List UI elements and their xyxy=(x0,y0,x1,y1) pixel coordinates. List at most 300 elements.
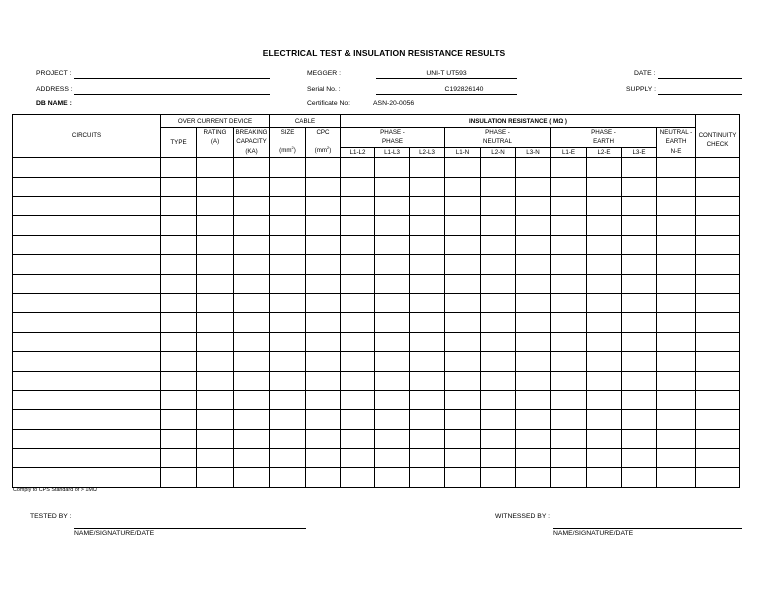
table-cell[interactable] xyxy=(696,197,740,216)
table-cell[interactable] xyxy=(270,449,306,468)
table-cell[interactable] xyxy=(551,216,587,235)
table-cell[interactable] xyxy=(516,293,551,312)
table-cell[interactable] xyxy=(551,293,587,312)
table-cell[interactable] xyxy=(161,352,197,371)
table-cell[interactable] xyxy=(375,216,410,235)
table-cell[interactable] xyxy=(445,352,481,371)
table-cell[interactable] xyxy=(341,371,375,390)
table-cell[interactable] xyxy=(696,352,740,371)
table-cell[interactable] xyxy=(587,216,622,235)
table-cell[interactable] xyxy=(587,468,622,487)
table-cell[interactable] xyxy=(410,352,445,371)
table-cell[interactable] xyxy=(445,332,481,351)
table-cell[interactable] xyxy=(234,293,270,312)
table-cell[interactable] xyxy=(622,352,657,371)
table-cell[interactable] xyxy=(270,313,306,332)
table-cell[interactable] xyxy=(161,197,197,216)
table-cell[interactable] xyxy=(516,449,551,468)
table-cell[interactable] xyxy=(13,274,161,293)
table-cell[interactable] xyxy=(622,293,657,312)
table-cell[interactable] xyxy=(234,371,270,390)
table-cell[interactable] xyxy=(696,158,740,177)
table-cell[interactable] xyxy=(234,468,270,487)
table-cell[interactable] xyxy=(622,177,657,196)
table-cell[interactable] xyxy=(657,293,696,312)
table-cell[interactable] xyxy=(516,352,551,371)
table-cell[interactable] xyxy=(481,216,516,235)
table-cell[interactable] xyxy=(161,371,197,390)
table-cell[interactable] xyxy=(410,274,445,293)
table-cell[interactable] xyxy=(551,197,587,216)
table-cell[interactable] xyxy=(696,235,740,254)
table-cell[interactable] xyxy=(270,216,306,235)
table-cell[interactable] xyxy=(551,468,587,487)
table-cell[interactable] xyxy=(13,449,161,468)
table-cell[interactable] xyxy=(696,216,740,235)
table-cell[interactable] xyxy=(551,235,587,254)
table-cell[interactable] xyxy=(161,216,197,235)
table-cell[interactable] xyxy=(696,177,740,196)
table-cell[interactable] xyxy=(375,293,410,312)
table-cell[interactable] xyxy=(516,332,551,351)
table-cell[interactable] xyxy=(13,410,161,429)
table-cell[interactable] xyxy=(234,197,270,216)
table-cell[interactable] xyxy=(445,197,481,216)
table-cell[interactable] xyxy=(410,371,445,390)
table-cell[interactable] xyxy=(445,449,481,468)
table-cell[interactable] xyxy=(445,177,481,196)
table-cell[interactable] xyxy=(657,429,696,448)
table-cell[interactable] xyxy=(622,429,657,448)
table-cell[interactable] xyxy=(197,429,234,448)
table-cell[interactable] xyxy=(481,177,516,196)
table-cell[interactable] xyxy=(696,293,740,312)
table-cell[interactable] xyxy=(341,255,375,274)
table-cell[interactable] xyxy=(13,371,161,390)
address-field[interactable] xyxy=(74,94,270,95)
table-cell[interactable] xyxy=(270,197,306,216)
table-cell[interactable] xyxy=(197,158,234,177)
table-cell[interactable] xyxy=(551,429,587,448)
table-cell[interactable] xyxy=(481,449,516,468)
table-cell[interactable] xyxy=(197,352,234,371)
table-cell[interactable] xyxy=(657,274,696,293)
table-cell[interactable] xyxy=(270,468,306,487)
table-cell[interactable] xyxy=(516,235,551,254)
table-cell[interactable] xyxy=(13,352,161,371)
table-cell[interactable] xyxy=(622,449,657,468)
table-cell[interactable] xyxy=(657,177,696,196)
table-cell[interactable] xyxy=(306,410,341,429)
table-cell[interactable] xyxy=(587,390,622,409)
table-cell[interactable] xyxy=(197,449,234,468)
table-cell[interactable] xyxy=(410,255,445,274)
table-cell[interactable] xyxy=(481,390,516,409)
table-cell[interactable] xyxy=(622,158,657,177)
table-cell[interactable] xyxy=(234,216,270,235)
table-cell[interactable] xyxy=(622,255,657,274)
table-row xyxy=(13,410,740,429)
table-cell[interactable] xyxy=(270,429,306,448)
table-cell[interactable] xyxy=(341,235,375,254)
table-cell[interactable] xyxy=(161,158,197,177)
table-cell[interactable] xyxy=(587,429,622,448)
table-cell[interactable] xyxy=(306,352,341,371)
table-cell[interactable] xyxy=(234,410,270,429)
table-cell[interactable] xyxy=(161,235,197,254)
table-cell[interactable] xyxy=(375,449,410,468)
table-cell[interactable] xyxy=(657,332,696,351)
table-cell[interactable] xyxy=(516,371,551,390)
table-cell[interactable] xyxy=(197,371,234,390)
table-cell[interactable] xyxy=(13,255,161,274)
table-cell[interactable] xyxy=(551,449,587,468)
table-cell[interactable] xyxy=(481,410,516,429)
table-cell[interactable] xyxy=(445,468,481,487)
table-cell[interactable] xyxy=(161,313,197,332)
table-cell[interactable] xyxy=(341,158,375,177)
table-cell[interactable] xyxy=(234,235,270,254)
table-cell[interactable] xyxy=(13,235,161,254)
table-cell[interactable] xyxy=(306,468,341,487)
table-cell[interactable] xyxy=(234,332,270,351)
table-cell[interactable] xyxy=(197,235,234,254)
table-cell[interactable] xyxy=(270,293,306,312)
table-cell[interactable] xyxy=(622,274,657,293)
table-cell[interactable] xyxy=(481,255,516,274)
table-cell[interactable] xyxy=(306,177,341,196)
breaking-line3: (KA) xyxy=(245,147,258,155)
table-cell[interactable] xyxy=(410,293,445,312)
table-cell[interactable] xyxy=(551,313,587,332)
table-cell[interactable] xyxy=(234,158,270,177)
table-cell[interactable] xyxy=(657,449,696,468)
table-cell[interactable] xyxy=(341,313,375,332)
table-cell[interactable] xyxy=(306,197,341,216)
table-cell[interactable] xyxy=(551,274,587,293)
table-cell[interactable] xyxy=(481,197,516,216)
table-cell[interactable] xyxy=(696,449,740,468)
table-cell[interactable] xyxy=(657,352,696,371)
table-cell[interactable] xyxy=(587,352,622,371)
table-cell[interactable] xyxy=(587,255,622,274)
table-cell[interactable] xyxy=(445,274,481,293)
table-cell[interactable] xyxy=(516,429,551,448)
table-cell[interactable] xyxy=(622,410,657,429)
table-cell[interactable] xyxy=(410,410,445,429)
table-cell[interactable] xyxy=(657,313,696,332)
table-cell[interactable] xyxy=(445,390,481,409)
table-cell[interactable] xyxy=(234,429,270,448)
megger-field[interactable] xyxy=(376,78,517,79)
table-cell[interactable] xyxy=(445,410,481,429)
table-cell[interactable] xyxy=(696,390,740,409)
table-cell[interactable] xyxy=(270,158,306,177)
table-cell[interactable] xyxy=(306,255,341,274)
table-cell[interactable] xyxy=(306,449,341,468)
table-cell[interactable] xyxy=(696,332,740,351)
table-cell[interactable] xyxy=(375,468,410,487)
table-cell[interactable] xyxy=(270,235,306,254)
table-cell[interactable] xyxy=(161,429,197,448)
table-cell[interactable] xyxy=(622,216,657,235)
table-cell[interactable] xyxy=(197,177,234,196)
project-field[interactable] xyxy=(74,78,270,79)
table-cell[interactable] xyxy=(270,177,306,196)
serial-field[interactable] xyxy=(376,94,517,95)
table-cell[interactable] xyxy=(481,274,516,293)
table-cell[interactable] xyxy=(410,429,445,448)
table-cell[interactable] xyxy=(516,216,551,235)
table-cell[interactable] xyxy=(234,313,270,332)
table-cell[interactable] xyxy=(410,390,445,409)
table-cell[interactable] xyxy=(270,371,306,390)
table-cell[interactable] xyxy=(481,468,516,487)
table-cell[interactable] xyxy=(481,429,516,448)
table-cell[interactable] xyxy=(306,158,341,177)
table-cell[interactable] xyxy=(197,313,234,332)
table-cell[interactable] xyxy=(551,371,587,390)
table-cell[interactable] xyxy=(551,255,587,274)
table-cell[interactable] xyxy=(197,197,234,216)
table-cell[interactable] xyxy=(375,332,410,351)
table-cell[interactable] xyxy=(13,313,161,332)
table-cell[interactable] xyxy=(341,352,375,371)
table-cell[interactable] xyxy=(197,216,234,235)
table-cell[interactable] xyxy=(341,429,375,448)
table-cell[interactable] xyxy=(375,274,410,293)
table-cell[interactable] xyxy=(197,390,234,409)
table-cell[interactable] xyxy=(587,410,622,429)
table-cell[interactable] xyxy=(551,177,587,196)
table-cell[interactable] xyxy=(270,352,306,371)
table-cell[interactable] xyxy=(587,449,622,468)
table-cell[interactable] xyxy=(516,468,551,487)
table-cell[interactable] xyxy=(481,293,516,312)
table-cell[interactable] xyxy=(445,313,481,332)
table-cell[interactable] xyxy=(13,332,161,351)
table-cell[interactable] xyxy=(341,293,375,312)
table-cell[interactable] xyxy=(445,235,481,254)
table-cell[interactable] xyxy=(341,197,375,216)
table-cell[interactable] xyxy=(234,177,270,196)
table-cell[interactable] xyxy=(657,158,696,177)
table-cell[interactable] xyxy=(13,177,161,196)
table-cell[interactable] xyxy=(341,216,375,235)
table-cell[interactable] xyxy=(696,429,740,448)
table-cell[interactable] xyxy=(13,158,161,177)
table-cell[interactable] xyxy=(657,255,696,274)
table-cell[interactable] xyxy=(341,449,375,468)
table-cell[interactable] xyxy=(657,235,696,254)
table-cell[interactable] xyxy=(516,410,551,429)
table-cell[interactable] xyxy=(306,274,341,293)
table-cell[interactable] xyxy=(161,468,197,487)
table-cell[interactable] xyxy=(341,468,375,487)
table-cell[interactable] xyxy=(375,197,410,216)
witnessed-by-field[interactable] xyxy=(553,528,742,529)
table-cell[interactable] xyxy=(516,177,551,196)
table-cell[interactable] xyxy=(622,197,657,216)
table-cell[interactable] xyxy=(622,390,657,409)
table-cell[interactable] xyxy=(13,468,161,487)
table-cell[interactable] xyxy=(341,177,375,196)
table-cell[interactable] xyxy=(375,390,410,409)
table-cell[interactable] xyxy=(410,468,445,487)
table-cell[interactable] xyxy=(516,158,551,177)
table-cell[interactable] xyxy=(551,352,587,371)
table-cell[interactable] xyxy=(375,158,410,177)
table-cell[interactable] xyxy=(13,216,161,235)
table-cell[interactable] xyxy=(696,274,740,293)
table-cell[interactable] xyxy=(13,429,161,448)
table-cell[interactable] xyxy=(197,468,234,487)
table-cell[interactable] xyxy=(234,255,270,274)
table-cell[interactable] xyxy=(657,468,696,487)
table-cell[interactable] xyxy=(375,410,410,429)
table-cell[interactable] xyxy=(657,371,696,390)
table-cell[interactable] xyxy=(306,216,341,235)
table-cell[interactable] xyxy=(410,216,445,235)
table-cell[interactable] xyxy=(551,332,587,351)
table-cell[interactable] xyxy=(13,390,161,409)
table-cell[interactable] xyxy=(516,255,551,274)
table-cell[interactable] xyxy=(622,313,657,332)
table-cell[interactable] xyxy=(587,332,622,351)
table-cell[interactable] xyxy=(622,332,657,351)
table-cell[interactable] xyxy=(622,235,657,254)
table-cell[interactable] xyxy=(696,255,740,274)
table-cell[interactable] xyxy=(306,429,341,448)
table-cell[interactable] xyxy=(161,410,197,429)
table-cell[interactable] xyxy=(197,274,234,293)
table-cell[interactable] xyxy=(270,255,306,274)
table-cell[interactable] xyxy=(375,371,410,390)
table-cell[interactable] xyxy=(410,332,445,351)
table-cell[interactable] xyxy=(197,293,234,312)
table-cell[interactable] xyxy=(445,158,481,177)
table-cell[interactable] xyxy=(13,293,161,312)
table-cell[interactable] xyxy=(587,197,622,216)
table-cell[interactable] xyxy=(587,371,622,390)
table-cell[interactable] xyxy=(234,274,270,293)
table-cell[interactable] xyxy=(410,449,445,468)
table-cell[interactable] xyxy=(375,255,410,274)
table-cell[interactable] xyxy=(587,177,622,196)
table-cell[interactable] xyxy=(375,177,410,196)
table-cell[interactable] xyxy=(481,158,516,177)
table-cell[interactable] xyxy=(341,410,375,429)
table-cell[interactable] xyxy=(445,429,481,448)
neutral-earth-header xyxy=(657,128,696,158)
table-cell[interactable] xyxy=(410,158,445,177)
table-cell[interactable] xyxy=(161,255,197,274)
table-cell[interactable] xyxy=(270,274,306,293)
table-cell[interactable] xyxy=(306,371,341,390)
supply-field[interactable] xyxy=(658,94,742,95)
table-cell[interactable] xyxy=(375,352,410,371)
table-cell[interactable] xyxy=(657,410,696,429)
table-cell[interactable] xyxy=(551,410,587,429)
table-cell[interactable] xyxy=(410,313,445,332)
table-cell[interactable] xyxy=(161,177,197,196)
table-cell[interactable] xyxy=(197,332,234,351)
tested-by-field[interactable] xyxy=(74,528,306,529)
table-cell[interactable] xyxy=(270,410,306,429)
table-cell[interactable] xyxy=(481,332,516,351)
table-cell[interactable] xyxy=(696,468,740,487)
table-cell[interactable] xyxy=(657,390,696,409)
date-field[interactable] xyxy=(658,78,742,79)
table-cell[interactable] xyxy=(306,293,341,312)
table-cell[interactable] xyxy=(481,313,516,332)
table-cell[interactable] xyxy=(270,390,306,409)
table-cell[interactable] xyxy=(234,449,270,468)
table-cell[interactable] xyxy=(445,216,481,235)
table-cell[interactable] xyxy=(696,371,740,390)
table-cell[interactable] xyxy=(657,197,696,216)
table-cell[interactable] xyxy=(516,313,551,332)
table-cell[interactable] xyxy=(696,313,740,332)
table-cell[interactable] xyxy=(234,352,270,371)
table-cell[interactable] xyxy=(622,468,657,487)
table-cell[interactable] xyxy=(410,177,445,196)
table-cell[interactable] xyxy=(445,371,481,390)
table-cell[interactable] xyxy=(587,158,622,177)
table-cell[interactable] xyxy=(481,371,516,390)
table-cell[interactable] xyxy=(587,293,622,312)
table-cell[interactable] xyxy=(696,410,740,429)
table-cell[interactable] xyxy=(551,390,587,409)
table-cell[interactable] xyxy=(657,216,696,235)
table-cell[interactable] xyxy=(161,390,197,409)
table-cell[interactable] xyxy=(341,332,375,351)
table-cell[interactable] xyxy=(587,313,622,332)
table-cell[interactable] xyxy=(622,371,657,390)
table-cell[interactable] xyxy=(341,390,375,409)
table-cell[interactable] xyxy=(587,235,622,254)
table-cell[interactable] xyxy=(306,332,341,351)
table-cell[interactable] xyxy=(516,390,551,409)
table-cell[interactable] xyxy=(234,390,270,409)
table-cell[interactable] xyxy=(375,313,410,332)
table-cell[interactable] xyxy=(197,255,234,274)
table-cell[interactable] xyxy=(270,332,306,351)
table-cell[interactable] xyxy=(341,274,375,293)
table-cell[interactable] xyxy=(306,313,341,332)
table-cell[interactable] xyxy=(161,274,197,293)
table-cell[interactable] xyxy=(197,410,234,429)
table-cell[interactable] xyxy=(445,293,481,312)
table-cell[interactable] xyxy=(587,274,622,293)
table-cell[interactable] xyxy=(445,255,481,274)
table-cell[interactable] xyxy=(410,197,445,216)
table-cell[interactable] xyxy=(306,390,341,409)
table-cell[interactable] xyxy=(516,274,551,293)
table-cell[interactable] xyxy=(161,332,197,351)
table-cell[interactable] xyxy=(481,352,516,371)
table-cell[interactable] xyxy=(551,158,587,177)
table-cell[interactable] xyxy=(516,197,551,216)
table-cell[interactable] xyxy=(375,235,410,254)
table-cell[interactable] xyxy=(481,235,516,254)
table-cell[interactable] xyxy=(375,429,410,448)
table-cell[interactable] xyxy=(161,449,197,468)
table-cell[interactable] xyxy=(13,197,161,216)
table-cell[interactable] xyxy=(410,235,445,254)
table-cell[interactable] xyxy=(161,293,197,312)
table-cell[interactable] xyxy=(306,235,341,254)
